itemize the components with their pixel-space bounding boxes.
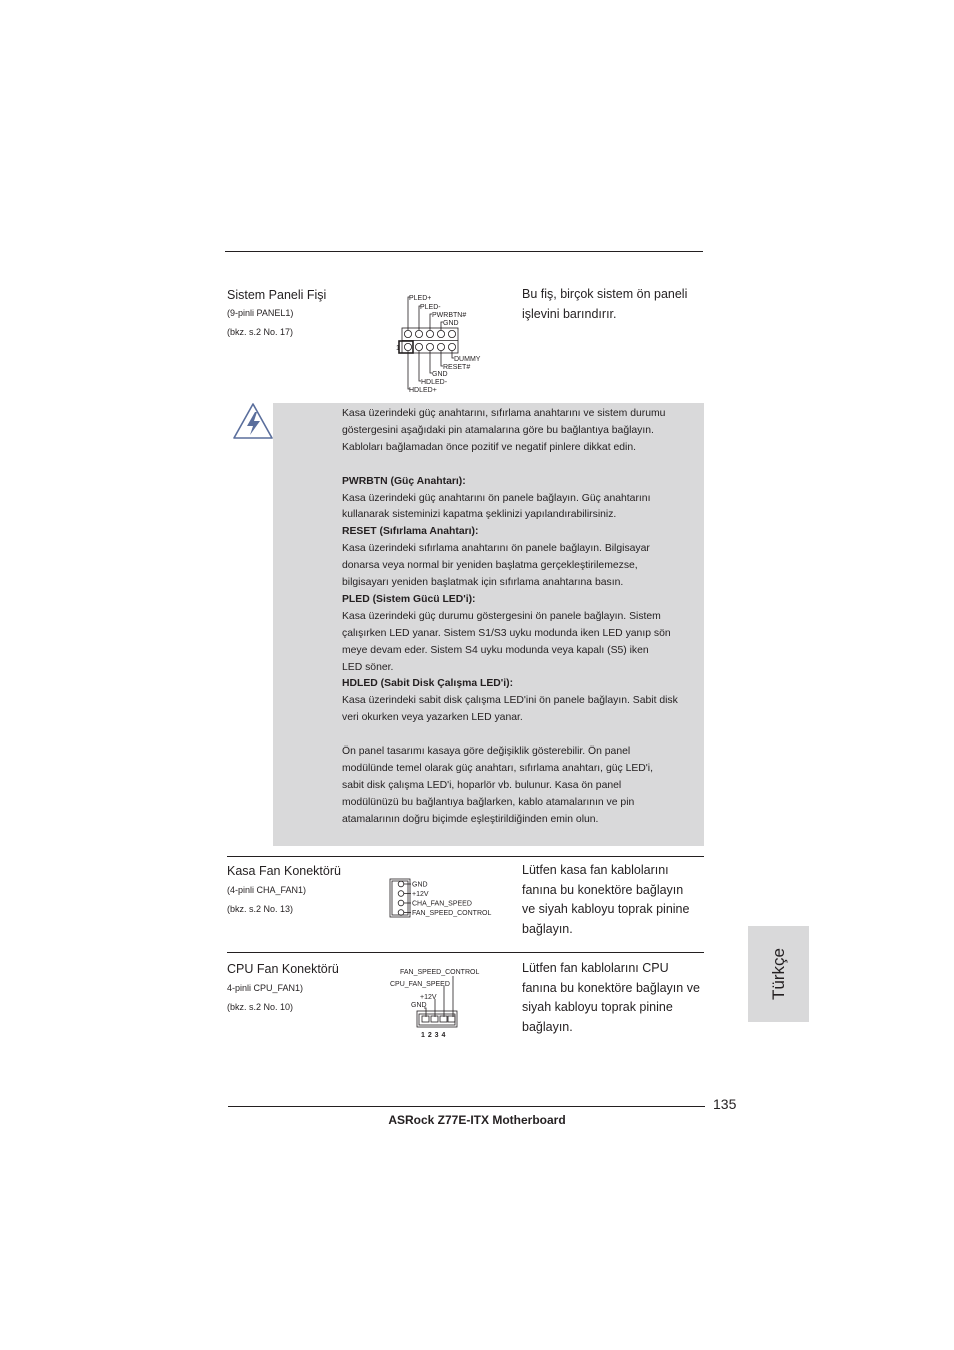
cpu-fan-description <box>522 959 700 1037</box>
cha-12v-label: +12V <box>412 891 429 898</box>
reset-line: bilgisayarı yeniden başlatmak için sıfırlama anahtarına basın. <box>342 577 624 589</box>
chassis-fan-header-diagram <box>388 876 500 920</box>
chassis-fan-title: Kasa Fan Konektörü <box>227 864 341 878</box>
chassis-fan-description <box>522 861 689 939</box>
cpu-fan-subtitle-pins: 4-pinli CPU_FAN1) <box>227 983 304 993</box>
cpu-fan-rule <box>227 952 704 953</box>
chassis-fan-subtitle-ref: (bkz. s.2 No. 13) <box>227 904 294 914</box>
panel-desc-line: Bu fiş, birçok sistem ön paneli <box>522 287 688 301</box>
dummy-label: DUMMY <box>454 356 481 363</box>
chassis-fan-desc-line: ve siyah kabloyu toprak pinine <box>522 902 690 916</box>
cpu-fan-desc-line: fanına bu konektöre bağlayın ve <box>522 980 700 995</box>
warning-outro-line: sabit disk çalışma LED'i, hoparlör vb. bulunur. Kasa ön panel <box>342 779 622 791</box>
cpu-pin-numbers: 1 2 3 4 <box>421 1032 446 1039</box>
pled-plus-label: PLED+ <box>409 295 432 302</box>
pwrbtn-heading: PWRBTN (Güç Anahtarı): <box>342 475 466 487</box>
gnd-bottom-label: GND <box>432 371 448 378</box>
pwrbtn-line: Kasa üzerindeki güç anahtarını ön panele bağlayın. Güç anahtarını <box>342 492 651 504</box>
warning-intro-line: Kabloları bağlamadan önce pozitif ve negatif pinlere dikkat edin. <box>342 441 637 453</box>
pwrbtn-label: PWRBTN# <box>432 312 467 319</box>
page-number: 135 <box>713 1096 737 1112</box>
pin1-marker <box>399 341 413 353</box>
chassis-fan-desc-line: bağlayın. <box>522 921 573 936</box>
cha-fan-speed-label: CHA_FAN_SPEED <box>412 900 472 908</box>
cpu-fan-subtitle-ref: (bkz. s.2 No. 10) <box>227 1002 294 1012</box>
cpu-fan-header-diagram <box>388 964 482 1042</box>
pled-line: Kasa üzerindeki güç durumu göstergesini ön panele bağlayın. Sistem <box>342 610 661 622</box>
hdled-line: Kasa üzerindeki sabit disk çalışma LED'ini ön panele bağlayın. Sabit disk <box>342 695 678 707</box>
chassis-fan-subtitle-pins: (4-pinli CHA_FAN1) <box>227 885 307 895</box>
pled-heading: PLED (Sistem Gücü LED'i): <box>342 593 476 605</box>
cpu-fan-speed-label: CPU_FAN_SPEED <box>390 981 450 988</box>
warning-intro-line: göstergesini aşağıdaki pin atamalarına göre bu bağlantıya bağlayın. <box>342 424 654 436</box>
cpu-fan-desc-line: bağlayın. <box>522 1019 573 1034</box>
cha-fan-speed-control-label: FAN_SPEED_CONTROL <box>412 910 492 917</box>
footer-title: ASRock Z77E-ITX Motherboard <box>388 1113 566 1127</box>
hdled-line: veri okurken veya yazarken LED yanar. <box>342 712 523 724</box>
reset-heading: RESET (Sıfırlama Anahtarı): <box>342 526 479 538</box>
pled-line: LED söner. <box>342 661 394 673</box>
chassis-fan-rule <box>227 856 704 857</box>
footer-rule <box>228 1106 705 1107</box>
warning-outro-line: modülünüzü bu bağlantıya bağlarken, kablo atamalarının ve pin <box>342 796 635 808</box>
panel-subtitle-pins: (9-pinli PANEL1) <box>227 308 294 318</box>
pled-line: meye devam eder. Sistem S4 uyku modunda veya kapalı (S5) iken <box>342 644 649 656</box>
language-tab-label: Türkçe <box>768 948 788 1000</box>
cpu-fan-speed-control-label: FAN_SPEED_CONTROL <box>400 969 480 976</box>
cpu-fan-title: CPU Fan Konektörü <box>227 962 339 976</box>
cha-gnd-label: GND <box>412 881 428 889</box>
warning-intro-line: Kasa üzerindeki güç anahtarını, sıfırlama anahtarını ve sistem durumu <box>342 408 666 419</box>
hdled-plus-label: HDLED+ <box>409 387 437 394</box>
panel-header-diagram <box>396 292 486 395</box>
cpu-gnd-label: GND <box>411 1002 427 1009</box>
panel-description <box>522 285 687 324</box>
hdled-minus-label: HDLED- <box>421 379 448 386</box>
warning-text <box>342 406 707 829</box>
panel-subtitle-ref: (bkz. s.2 No. 17) <box>227 327 294 337</box>
reset-label: RESET# <box>443 364 471 371</box>
cpu-12v-label: +12V <box>420 994 437 1001</box>
panel-title: Sistem Paneli Fişi <box>227 288 327 302</box>
pled-minus-label: PLED- <box>420 304 441 311</box>
reset-line: donarsa veya normal bir yeniden başlatma gerçekleştirilemezse, <box>342 560 638 572</box>
language-tab <box>748 926 809 1022</box>
gnd-top-label: GND <box>443 320 459 327</box>
chassis-fan-desc-line: Lütfen kasa fan kablolarını <box>522 863 669 877</box>
panel-desc-line: işlevini barındırır. <box>522 306 617 321</box>
hdled-heading: HDLED (Sabit Disk Çalışma LED'i): <box>342 678 514 690</box>
warning-icon <box>232 401 274 441</box>
warning-outro-line: atamalarının doğru biçimde eşleştirildiğinden emin olun. <box>342 813 599 825</box>
pin1-label: 1 <box>396 345 400 352</box>
reset-line: Kasa üzerindeki sıfırlama anahtarını ön panele bağlayın. Bilgisayar <box>342 543 650 555</box>
warning-outro-line: Ön panel tasarımı kasaya göre değişiklik gösterebilir. Ön panel <box>342 746 631 758</box>
top-rule <box>225 251 703 252</box>
cpu-fan-desc-line: siyah kabloyu toprak pinine <box>522 1000 673 1014</box>
pled-line: çalışırken LED yanar. Sistem S1/S3 uyku modunda iken LED yanıp sön <box>342 627 671 639</box>
pwrbtn-line: kullanarak sisteminizi kapatma şeklinizi yapılandırabilirsiniz. <box>342 509 617 521</box>
chassis-fan-desc-line: fanına bu konektöre bağlayın <box>522 882 684 897</box>
warning-outro-line: modülünde temel olarak güç anahtarı, sıfırlama anahtarı, güç LED'i, <box>342 763 653 774</box>
cpu-fan-desc-line: Lütfen fan kablolarını CPU <box>522 961 669 975</box>
